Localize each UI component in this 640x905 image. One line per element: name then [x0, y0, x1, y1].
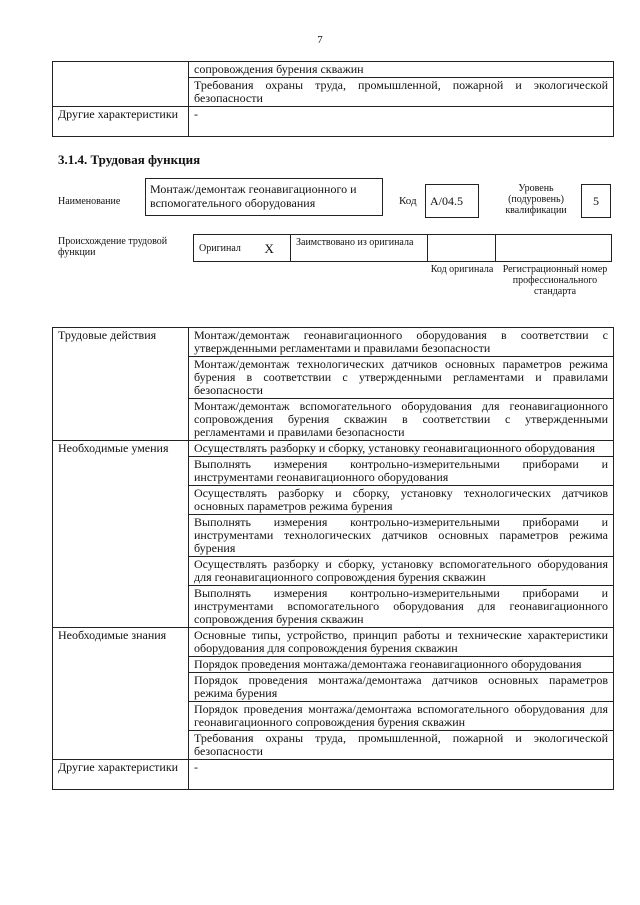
- row-label: Другие характеристики: [53, 107, 189, 137]
- main-table: [52, 327, 614, 790]
- borrowed-label: Заимствовано из оригинала: [291, 235, 428, 262]
- table-cell: Основные типы, устройство, принцип работы и технические характеристики оборудования для сопровождения бурения скважин: [189, 628, 614, 657]
- group-label: Необходимые умения: [53, 441, 189, 628]
- table-row: [53, 628, 614, 657]
- original-label: Оригинал: [194, 235, 249, 262]
- level-value: 5: [593, 194, 599, 208]
- group-label: Трудовые действия: [53, 328, 189, 441]
- table-cell: сопровождения бурения скважин: [189, 62, 614, 78]
- code-label: Код: [399, 195, 417, 207]
- name-value-box: [145, 178, 383, 216]
- row-label: Другие характеристики: [53, 760, 189, 790]
- empty-cell: [53, 62, 189, 107]
- table-cell: Осуществлять разборку и сборку, установку вспомогательного оборудования для геонавигационного сопровождения бурения скважин: [189, 557, 614, 586]
- table-cell: Порядок проведения монтажа/демонтажа датчиков основных параметров режима бурения: [189, 673, 614, 702]
- table-cell: Осуществлять разборку и сборку, установку геонавигационного оборудования: [189, 441, 614, 457]
- reg-number-cell: [496, 235, 612, 262]
- table-cell: -: [189, 760, 614, 790]
- table-cell: Монтаж/демонтаж вспомогательного оборудования для геонавигационного сопровождения бурения скважин в соответствии с утвержденными регламентами и правилами безопасности: [189, 399, 614, 441]
- level-label: Уровень (подуровень) квалификации: [505, 183, 567, 216]
- table-cell: Выполнять измерения контрольно-измерительными приборами и инструментами технологических датчиков основных параметров режима бурения: [189, 515, 614, 557]
- table-row: [53, 760, 614, 790]
- table-cell: Выполнять измерения контрольно-измерительными приборами и инструментами геонавигационного оборудования: [189, 457, 614, 486]
- origin-label: Происхождение трудовой функции: [58, 236, 168, 258]
- table-cell: Порядок проведения монтажа/демонтажа геонавигационного оборудования: [189, 657, 614, 673]
- table-cell: -: [189, 107, 614, 137]
- code-value-box: [425, 184, 479, 218]
- table-row: [53, 328, 614, 357]
- table-cell: Монтаж/демонтаж геонавигационного оборудования в соответствии с утвержденными регламентами и правилами безопасности: [189, 328, 614, 357]
- level-value-box: [581, 184, 611, 218]
- continuation-table: [52, 61, 614, 137]
- table-row: [53, 441, 614, 457]
- name-label: Наименование: [58, 196, 121, 207]
- table-cell: Выполнять измерения контрольно-измерительными приборами и инструментами вспомогательного оборудования для геонавигационного сопровождения бурения скважин: [189, 586, 614, 628]
- reg-number-caption: Регистрационный номер профессионального стандарта: [502, 264, 608, 297]
- main-table-body: [53, 328, 614, 790]
- group-label: Необходимые знания: [53, 628, 189, 760]
- code-original-caption: Код оригинала: [430, 264, 494, 275]
- table-cell: Осуществлять разборку и сборку, установку технологических датчиков основных параметров режима бурения: [189, 486, 614, 515]
- table-cell: Требования охраны труда, промышленной, пожарной и экологической безопасности: [189, 731, 614, 760]
- code-value: A/04.5: [430, 194, 463, 208]
- code-original-cell: [428, 235, 496, 262]
- section-title: 3.1.4. Трудовая функция: [58, 152, 201, 167]
- table-cell: Требования охраны труда, промышленной, пожарной и экологической безопасности: [189, 78, 614, 107]
- origin-table: [193, 234, 612, 262]
- table-cell: Монтаж/демонтаж технологических датчиков основных параметров режима бурения в соответствии с утвержденными регламентами и правилами безопасности: [189, 357, 614, 399]
- original-mark: X: [249, 235, 291, 262]
- table-cell: Порядок проведения монтажа/демонтажа вспомогательного оборудования для геонавигационного сопровождения бурения скважин: [189, 702, 614, 731]
- page-number: 7: [317, 34, 323, 46]
- name-value: Монтаж/демонтаж геонавигационного и вспомогательного оборудования: [150, 182, 357, 210]
